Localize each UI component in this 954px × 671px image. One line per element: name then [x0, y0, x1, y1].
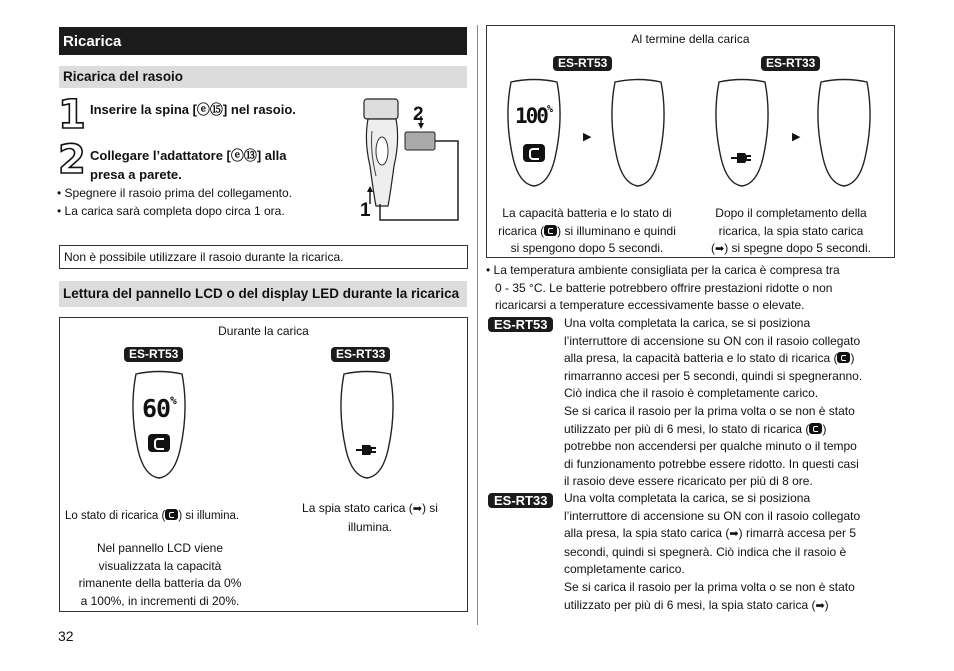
rt33-p1-l1: Una volta completata la carica, se si posiziona: [564, 491, 811, 505]
end-charge-box: [486, 25, 895, 258]
arrow-icon: ▶: [583, 131, 592, 143]
lcd-percent-100: [515, 104, 551, 128]
rt53-caption-b: ) si illumina.: [178, 510, 240, 522]
section-title-text: Ricarica: [63, 33, 122, 50]
rt33-p1-l3b: ) rimarrà accesa per 5: [738, 526, 857, 541]
temperature-note: [486, 262, 840, 315]
figure-label-2: 2: [413, 104, 424, 125]
rt33-p1-l2: l’interruttore di accensione su ON con il rasoio collegato: [564, 508, 861, 523]
rt53-p2-l4: di funzionamento potrebbe essere ridotto. In questi casi: [564, 456, 859, 471]
rt33-paragraph: [564, 490, 904, 615]
rt33-p2-l2b: ): [824, 597, 829, 612]
charge-status-icon: [837, 352, 850, 363]
shaver-outline-rt33-off: [813, 78, 875, 188]
plug-icon-drawing: [356, 444, 378, 456]
step2-text: [90, 146, 287, 184]
plug-icon-drawing: [731, 152, 753, 164]
notice-box: [59, 245, 468, 269]
rt53-p1-l3b: ): [850, 351, 855, 366]
model-badge-rt53: [124, 347, 183, 362]
model-badge-rt33: [761, 56, 820, 71]
lcd-percent-60: [142, 394, 176, 423]
during-charge-box: [59, 317, 468, 612]
model-badge-rt33: [488, 493, 553, 508]
shaver-outline-rt53-off: [607, 78, 669, 188]
model-badge-rt53: [553, 56, 612, 71]
rt53-p1-l1: Una volta completata la carica, se si posiziona: [564, 316, 811, 330]
plug-icon: [356, 444, 378, 459]
rt53-p1-l2: l’interruttore di accensione su ON con il rasoio collegato: [564, 333, 861, 348]
bullet-disconnect: • Spegnere il rasoio prima del collegamento.: [57, 186, 292, 200]
rt33-p2-l1: Se si carica il rasoio per la prima volta o se non è stato: [564, 579, 855, 594]
column-divider: [477, 25, 478, 625]
rt33-caption: [280, 499, 460, 536]
cap53-l3: si spengono dopo 5 secondi.: [510, 241, 664, 255]
shaver-outline-rt33-lit: [711, 78, 773, 188]
model-badge-rt53: [488, 317, 553, 332]
shaver-outline-rt33-lit-drawing: [711, 78, 773, 188]
rt33-p1-l4: secondi, quindi si spegnerà. Ciò indica che il rasoio è: [564, 544, 847, 559]
shaver-outline-rt33-drawing: [336, 370, 398, 480]
temp-l1: • La temperatura ambiente consigliata per la carica è compresa tra: [486, 263, 840, 277]
cap53-l2a: ricarica (: [498, 223, 545, 238]
model-badge-rt33: [331, 347, 390, 362]
subsection-title: [59, 66, 467, 88]
temp-l2: 0 - 35 °C. Le batterie potrebbero offrire prestazioni ridotte o non: [495, 280, 833, 295]
rt33-p2-l2a: utilizzato per più di 6 mesi, la spia stato carica (: [564, 597, 816, 612]
page-number: 32: [58, 628, 74, 644]
lcd-value: 100: [515, 104, 547, 128]
step-bullets: [57, 184, 292, 220]
charge-status-icon: [809, 423, 822, 434]
step2-line2: presa a parete.: [90, 167, 182, 182]
cap33-l2: ricarica, la spia stato carica: [718, 223, 864, 238]
cap53-l1: La capacità batteria e lo stato di: [502, 206, 672, 220]
shaver-outline-rt33: [336, 370, 398, 480]
plug-icon: ➡: [815, 599, 825, 612]
cap33-l3a: (: [711, 241, 715, 255]
cap53-l2b: ) si illuminano e quindi: [557, 223, 676, 238]
rt53-p2-l5: il rasoio deve essere ricaricato per più di 8 ore.: [564, 474, 813, 489]
rt53-p1-l4: rimarranno accesi per 5 secondi, quindi si spegneranno.: [564, 368, 863, 383]
arrow-icon: ▶: [792, 131, 801, 143]
model-badge-rt53-text: ES-RT53: [488, 317, 553, 332]
cap33-l1: Dopo il completamento della: [715, 206, 867, 220]
step1-number: 1: [58, 92, 86, 138]
lcd-note-l1: Nel pannello LCD viene: [96, 541, 224, 555]
plug-icon: [731, 152, 753, 167]
rt53-p1-l3a: alla presa, la capacità batteria e lo stato di ricarica (: [564, 351, 838, 366]
step1-text: Inserire la spina [ⓔ⑮] nel rasoio.: [90, 102, 296, 117]
rt33-caption-c: illumina.: [347, 520, 392, 534]
lcd-value: 60: [142, 394, 171, 423]
lcd-note-l4: a 100%, in incrementi di 20%.: [80, 593, 240, 608]
shaver-outline-rt53-off-drawing: [607, 78, 669, 188]
rt53-p2-l1: Se si carica il rasoio per la prima volta o se non è stato: [564, 403, 855, 418]
during-title: Durante la carica: [218, 324, 309, 338]
model-badge-rt33-text: ES-RT33: [488, 493, 553, 508]
temp-l3: ricaricarsi a temperature eccessivamente basse o elevate.: [495, 298, 805, 313]
shaver-outline-rt53-lit-drawing: [503, 78, 565, 188]
lcd-note-l3: rimanente della batteria da 0%: [78, 576, 242, 590]
charge-status-icon: [544, 225, 557, 236]
rt53-p2-l3: potrebbe non accendersi per qualche minuto o il tempo: [564, 439, 857, 454]
rt53-end-caption: [487, 205, 687, 258]
rt33-end-caption: [691, 205, 891, 259]
plug-icon: ➡: [715, 243, 725, 255]
charge-status-icon: [165, 509, 178, 520]
lcd-unit: %: [546, 104, 551, 115]
lcd-section-title-text: Lettura del pannello LCD o del display LED durante la ricarica: [63, 286, 460, 301]
rt53-p2-l2a: utilizzato per più di 6 mesi, lo stato di ricarica (: [564, 421, 810, 436]
rt33-caption-b: ) si: [421, 501, 438, 515]
cap33-l3b: ) si spegne dopo 5 secondi.: [724, 241, 871, 255]
plug-icon: ➡: [729, 528, 739, 541]
subsection-title-text: Ricarica del rasoio: [63, 69, 184, 84]
bullet-charge-time: • La carica sarà completa dopo circa 1 ora.: [57, 204, 285, 218]
end-title: Al termine della carica: [631, 32, 750, 46]
shaver-outline-rt53-lit: [503, 78, 565, 188]
model-badge-rt33-text: ES-RT33: [331, 347, 390, 362]
model-badge-rt53-text: ES-RT53: [124, 347, 183, 362]
rt53-caption: [65, 509, 239, 522]
shaver-outline-rt53: [128, 370, 190, 480]
rt53-paragraph: [564, 315, 904, 491]
rt53-p2-l2b: ): [822, 421, 827, 436]
notice-text: Non è possibile utilizzare il rasoio durante la ricarica.: [64, 250, 344, 264]
rt33-caption-a: La spia stato carica (: [302, 501, 413, 515]
section-title: [59, 27, 467, 55]
step2-line1: Collegare l’adattatore [ⓔ⑬] alla: [90, 148, 287, 163]
figure-label-1: 1: [360, 200, 371, 221]
lcd-section-title: [59, 281, 467, 307]
charge-status-icon: [148, 434, 170, 452]
rt53-p1-l5: Ciò indica che il rasoio è completamente carico.: [564, 386, 819, 401]
charge-status-icon: [523, 144, 545, 162]
shaver-outline-rt33-off-drawing: [813, 78, 875, 188]
plug-icon: ➡: [412, 503, 422, 515]
lcd-note-l2: visualizzata la capacità: [98, 558, 222, 573]
shaver-charging-illustration: [350, 96, 468, 226]
rt53-caption-a: Lo stato di ricarica (: [65, 510, 166, 522]
model-badge-rt33-text: ES-RT33: [761, 56, 820, 71]
model-badge-rt53-text: ES-RT53: [553, 56, 612, 71]
rt33-p1-l3a: alla presa, la spia stato carica (: [564, 526, 730, 541]
lcd-note: [60, 540, 260, 610]
shaver-outline-rt53-drawing: [128, 370, 190, 480]
rt33-p1-l5: completamente carico.: [564, 562, 685, 577]
step2-number: 2: [58, 137, 86, 183]
lcd-unit: %: [170, 394, 176, 407]
